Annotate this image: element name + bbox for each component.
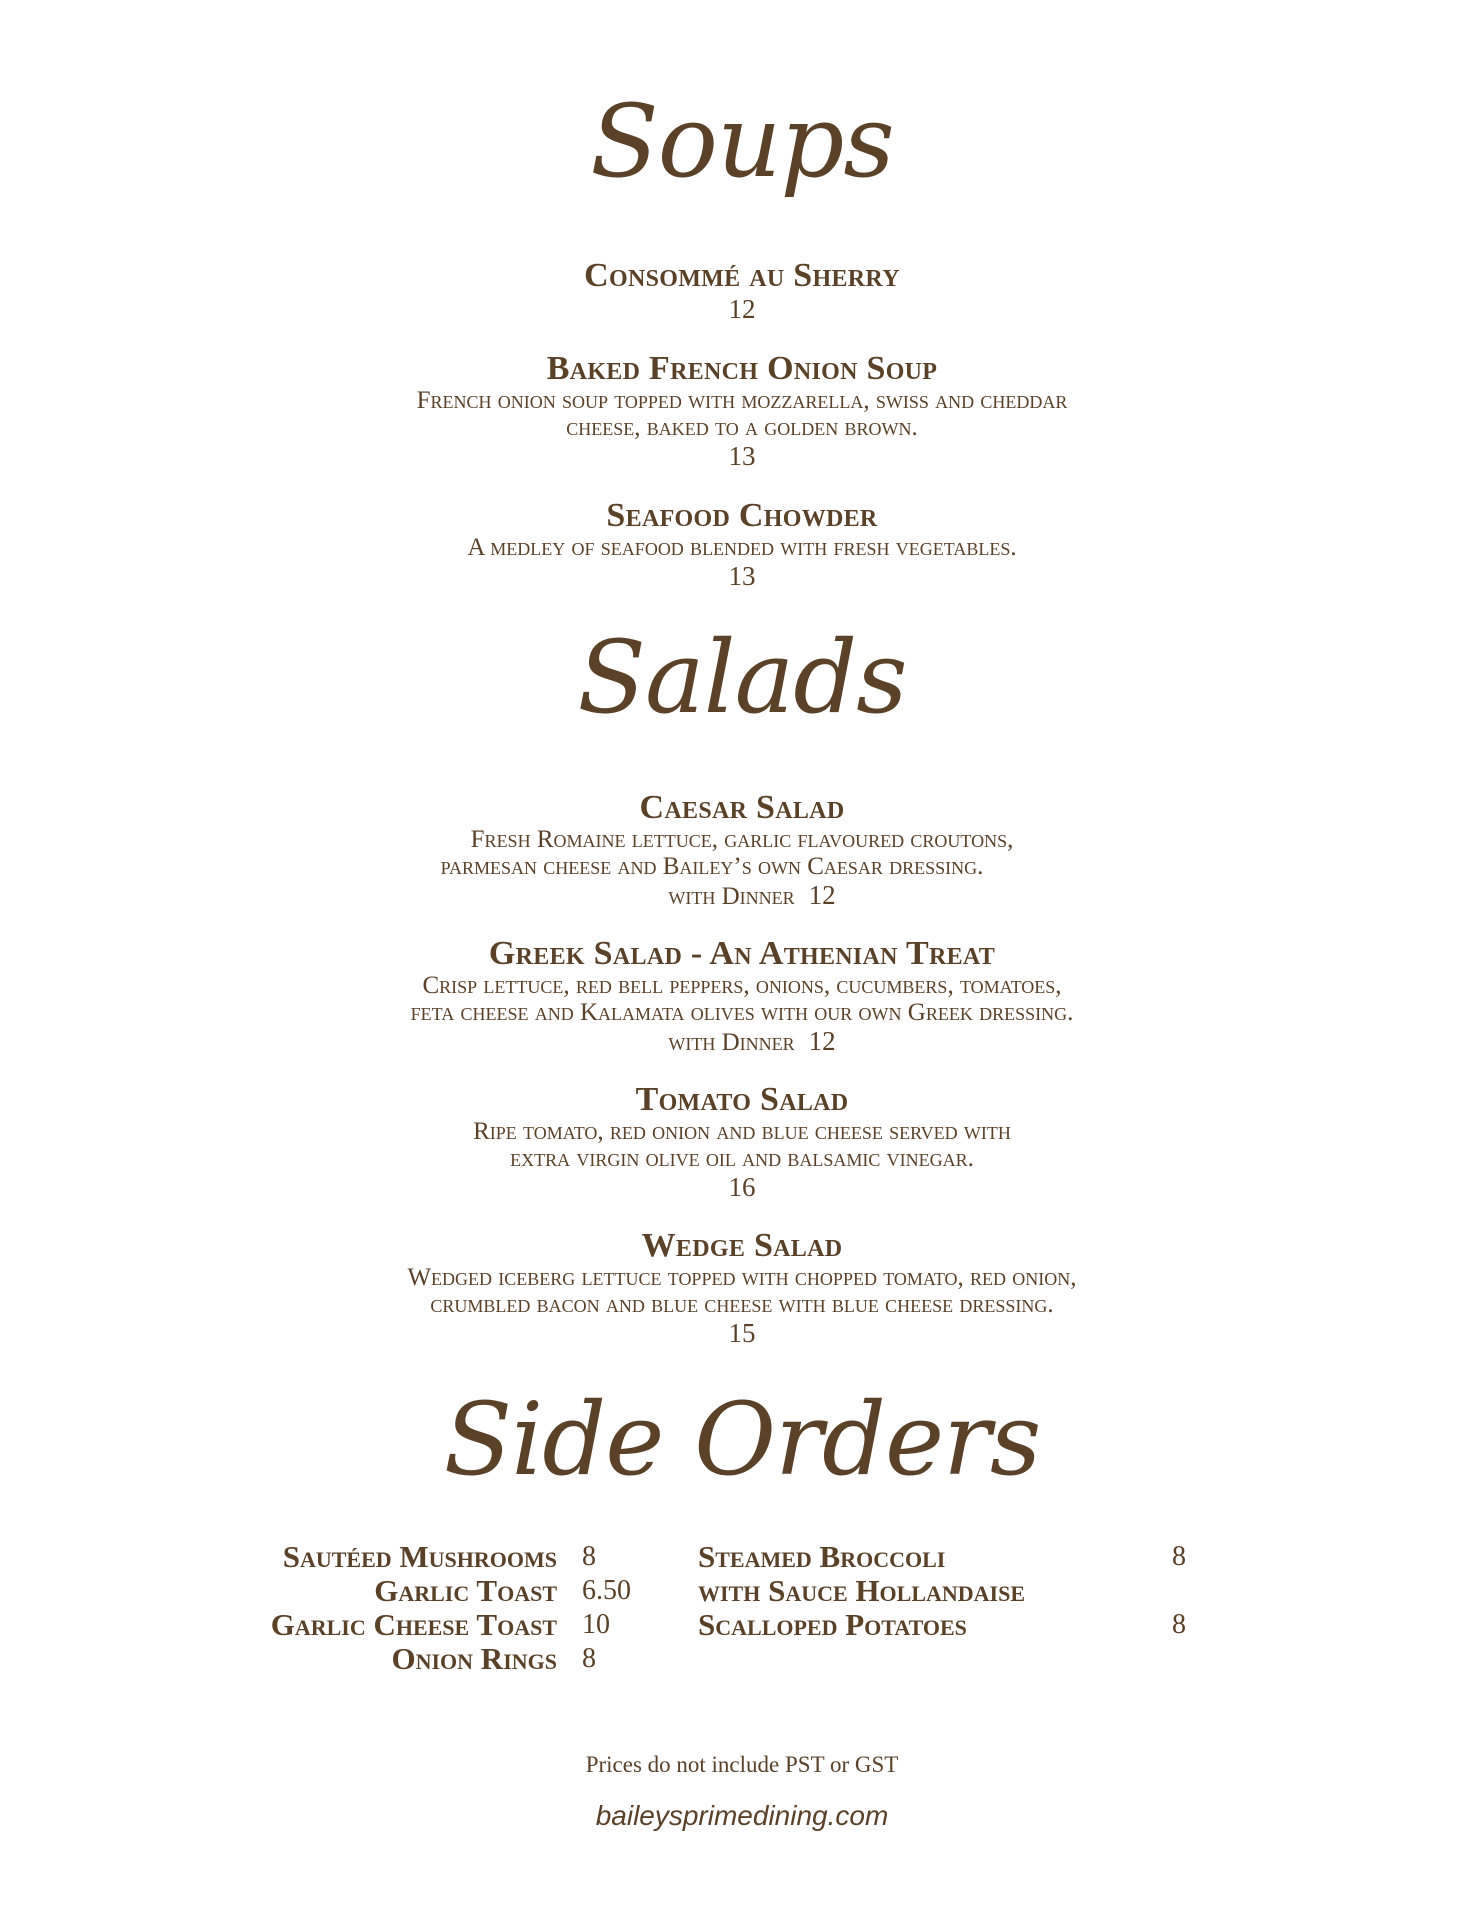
with-dinner-line xyxy=(20,1026,1484,1057)
side-orders-title: Side Orders xyxy=(443,1381,1041,1498)
menu-item-caesar-salad xyxy=(0,790,1484,911)
item-description-line: feta cheese and Kalamata olives with our own Greek dressing. xyxy=(410,999,1074,1026)
item-description-line: A medley of seafood blended with fresh vegetables. xyxy=(467,534,1017,561)
item-price: 12 xyxy=(808,880,836,910)
item-description-line: French onion soup topped with mozzarella, swiss and cheddar xyxy=(416,387,1068,414)
item-name: Caesar Salad xyxy=(639,789,845,826)
item-description-line: Ripe tomato, red onion and blue cheese served with xyxy=(473,1118,1011,1145)
item-name: Baked French Onion Soup xyxy=(546,350,938,387)
side-item-price: 8 xyxy=(582,1541,596,1572)
item-name: Seafood Chowder xyxy=(606,497,878,534)
side-item-price: 8 xyxy=(1172,1609,1186,1640)
menu-item-greek-salad xyxy=(0,936,1484,1057)
item-description-line: Crisp lettuce, red bell peppers, onions, cucumbers, tomatoes, xyxy=(422,972,1062,999)
item-price: 13 xyxy=(728,441,756,471)
tax-note: Prices do not include PST or GST xyxy=(585,1752,899,1777)
side-item-name: with Sauce Hollandaise xyxy=(698,1573,1026,1608)
side-orders-list xyxy=(0,1540,1484,1720)
item-price: 12 xyxy=(808,1026,836,1056)
item-price: 15 xyxy=(728,1318,756,1348)
item-description-line: crumbled bacon and blue cheese with blue cheese dressing. xyxy=(430,1291,1054,1318)
item-description-line: Fresh Romaine lettuce, garlic flavoured croutons, xyxy=(470,826,1014,853)
item-price: 13 xyxy=(728,561,756,591)
side-item-price: 10 xyxy=(582,1609,610,1640)
side-item-price: 8 xyxy=(582,1643,596,1674)
side-item-name: Scalloped Potatoes xyxy=(698,1607,967,1642)
menu-item-seafood-chowder xyxy=(0,498,1484,591)
item-description-line: parmesan cheese and Bailey’s own Caesar dressing. xyxy=(440,853,984,880)
website-link[interactable]: baileysprimedining.com xyxy=(595,1800,889,1831)
item-name: Wedge Salad xyxy=(641,1227,843,1264)
item-name: Greek Salad - An Athenian Treat xyxy=(488,935,996,972)
soups-title: Soups xyxy=(590,83,894,200)
salads-title: Salads xyxy=(577,619,907,736)
item-price: 12 xyxy=(728,294,756,324)
with-dinner-label: with Dinner xyxy=(668,1029,795,1056)
item-name: Consommé au Sherry xyxy=(584,257,900,294)
side-item-name: Sautéed Mushrooms xyxy=(282,1539,557,1574)
side-item-price: 8 xyxy=(1172,1541,1186,1572)
menu-item-wedge-salad xyxy=(0,1228,1484,1348)
item-description-line: cheese, baked to a golden brown. xyxy=(566,414,918,441)
with-dinner-line xyxy=(20,880,1484,911)
menu-item-tomato-salad xyxy=(0,1082,1484,1202)
side-item-name: Garlic Cheese Toast xyxy=(270,1607,557,1642)
side-item-name: Onion Rings xyxy=(391,1641,557,1676)
item-description-line: Wedged iceberg lettuce topped with chopped tomato, red onion, xyxy=(407,1264,1077,1291)
side-item-name: Steamed Broccoli xyxy=(698,1539,946,1574)
menu-item-french-onion-soup xyxy=(0,351,1484,471)
item-description-line: extra virgin olive oil and balsamic vinegar. xyxy=(510,1145,974,1172)
item-name: Tomato Salad xyxy=(635,1081,849,1118)
item-price: 16 xyxy=(728,1172,756,1202)
side-item-price: 6.50 xyxy=(582,1575,631,1606)
menu-item-consomme xyxy=(0,258,1484,324)
side-item-name: Garlic Toast xyxy=(374,1573,557,1608)
with-dinner-label: with Dinner xyxy=(668,883,795,910)
